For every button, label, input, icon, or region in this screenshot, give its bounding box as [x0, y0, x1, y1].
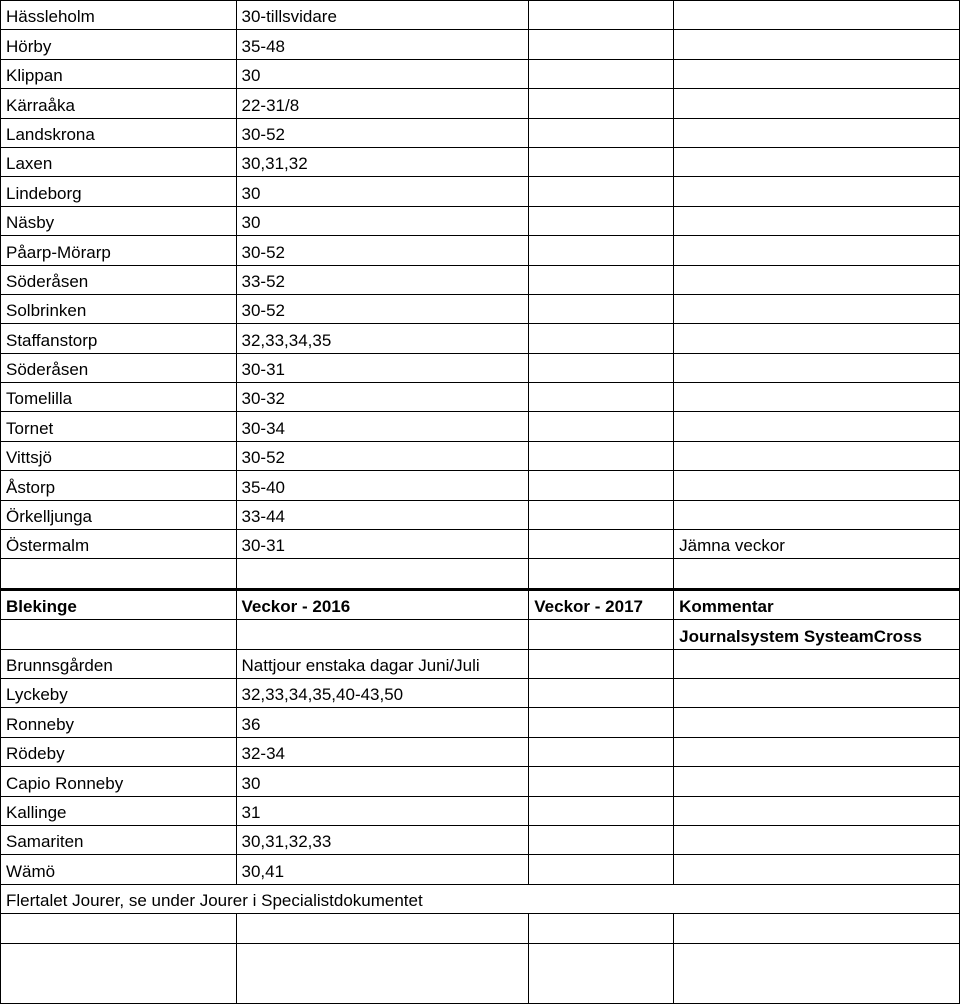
empty-row-bottom	[1, 943, 960, 1003]
cell-name[interactable]: Brunnsgården	[1, 649, 237, 678]
cell-weeks-2017[interactable]	[529, 708, 674, 737]
cell-comment[interactable]	[674, 796, 960, 825]
cell-weeks-2017[interactable]	[529, 412, 674, 441]
cell-comment[interactable]	[674, 89, 960, 118]
cell-weeks-2017[interactable]	[529, 353, 674, 382]
header-comment[interactable]: Kommentar	[674, 589, 960, 619]
cell-name[interactable]: Hässleholm	[1, 1, 237, 30]
cell-name[interactable]: Klippan	[1, 59, 237, 88]
table-row	[1, 59, 960, 88]
cell-weeks-2016[interactable]: 30-32	[236, 383, 529, 412]
note-row	[1, 884, 960, 913]
cell-weeks-2016[interactable]: 36	[236, 708, 529, 737]
cell-weeks-2016[interactable]: 30-34	[236, 412, 529, 441]
cell-weeks-2017[interactable]	[529, 30, 674, 59]
cell-weeks-2017[interactable]	[529, 678, 674, 707]
cell-weeks-2017[interactable]	[529, 236, 674, 265]
table-row	[1, 530, 960, 559]
table-row	[1, 147, 960, 176]
cell-name[interactable]: Lyckeby	[1, 678, 237, 707]
journal-system-cell[interactable]: Journalsystem SysteamCross	[674, 620, 960, 649]
cell-weeks-2017[interactable]	[529, 265, 674, 294]
cell-name[interactable]: Påarp-Mörarp	[1, 236, 237, 265]
cell-weeks-2016[interactable]: 30,31,32	[236, 147, 529, 176]
table-row	[1, 89, 960, 118]
note-cell[interactable]: Flertalet Jourer, se under Jourer i Specialistdokumentet	[1, 884, 960, 913]
section2-body	[1, 559, 960, 649]
table-row	[1, 265, 960, 294]
cell-name[interactable]: Samariten	[1, 825, 237, 854]
spacer-row	[1, 559, 960, 589]
cell-comment[interactable]: Jämna veckor	[674, 530, 960, 559]
cell-weeks-2017[interactable]	[529, 767, 674, 796]
table-row	[1, 855, 960, 884]
table-row	[1, 649, 960, 678]
cell-comment[interactable]	[674, 441, 960, 470]
cell-weeks-2016[interactable]: 22-31/8	[236, 89, 529, 118]
cell-weeks-2016[interactable]: 30	[236, 177, 529, 206]
cell-comment[interactable]	[674, 767, 960, 796]
cell-weeks-2016[interactable]: 30,31,32,33	[236, 825, 529, 854]
cell-comment[interactable]	[674, 236, 960, 265]
cell-weeks-2017[interactable]	[529, 59, 674, 88]
cell-weeks-2017[interactable]	[529, 530, 674, 559]
cell-weeks-2016[interactable]: 30-52	[236, 118, 529, 147]
cell-weeks-2017[interactable]	[529, 89, 674, 118]
cell-weeks-2017[interactable]	[529, 147, 674, 176]
table-row	[1, 324, 960, 353]
cell-weeks-2016[interactable]: 35-48	[236, 30, 529, 59]
table-row	[1, 500, 960, 529]
cell-weeks-2016[interactable]: 30-52	[236, 441, 529, 470]
cell-name[interactable]: Söderåsen	[1, 353, 237, 382]
cell-weeks-2016[interactable]: 32,33,34,35	[236, 324, 529, 353]
section1-body	[1, 1, 960, 559]
cell-name[interactable]: Tornet	[1, 412, 237, 441]
cell-comment[interactable]	[674, 471, 960, 500]
cell-comment[interactable]	[674, 118, 960, 147]
cell-weeks-2016[interactable]: Nattjour enstaka dagar Juni/Juli	[236, 649, 529, 678]
cell-comment[interactable]	[674, 708, 960, 737]
cell-weeks-2017[interactable]	[529, 177, 674, 206]
table-row	[1, 206, 960, 235]
cell-weeks-2016[interactable]: 30-tillsvidare	[236, 1, 529, 30]
cell-weeks-2016[interactable]: 30-52	[236, 236, 529, 265]
cell-name[interactable]: Lindeborg	[1, 177, 237, 206]
table-row	[1, 383, 960, 412]
cell-weeks-2016[interactable]: 32,33,34,35,40-43,50	[236, 678, 529, 707]
cell-name[interactable]: Tomelilla	[1, 383, 237, 412]
blekinge-header-row	[1, 589, 960, 619]
cell-comment[interactable]	[674, 206, 960, 235]
table-row	[1, 471, 960, 500]
cell-name[interactable]: Hörby	[1, 30, 237, 59]
cell-weeks-2017[interactable]	[529, 825, 674, 854]
cell-comment[interactable]	[674, 500, 960, 529]
cell-weeks-2017[interactable]	[529, 471, 674, 500]
cell-comment[interactable]	[674, 678, 960, 707]
cell-name[interactable]: Näsby	[1, 206, 237, 235]
table-row	[1, 708, 960, 737]
cell-weeks-2016[interactable]: 32-34	[236, 737, 529, 766]
cell-weeks-2017[interactable]	[529, 383, 674, 412]
cell-comment[interactable]	[674, 649, 960, 678]
cell-weeks-2016[interactable]: 30	[236, 206, 529, 235]
table-row	[1, 737, 960, 766]
cell-name[interactable]: Capio Ronneby	[1, 767, 237, 796]
cell-name[interactable]: Vittsjö	[1, 441, 237, 470]
cell-comment[interactable]	[674, 353, 960, 382]
cell-name[interactable]: Landskrona	[1, 118, 237, 147]
cell-name[interactable]: Åstorp	[1, 471, 237, 500]
cell-weeks-2017[interactable]	[529, 294, 674, 323]
cell-name[interactable]: Kallinge	[1, 796, 237, 825]
empty-row	[1, 914, 960, 943]
table-row	[1, 678, 960, 707]
cell-weeks-2017[interactable]	[529, 1, 674, 30]
cell-comment[interactable]	[674, 383, 960, 412]
cell-name[interactable]: Östermalm	[1, 530, 237, 559]
cell-comment[interactable]	[674, 1, 960, 30]
cell-weeks-2017[interactable]	[529, 118, 674, 147]
table-row	[1, 412, 960, 441]
table-row	[1, 30, 960, 59]
cell-name[interactable]: Solbrinken	[1, 294, 237, 323]
cell-weeks-2016[interactable]: 35-40	[236, 471, 529, 500]
cell-name[interactable]: Söderåsen	[1, 265, 237, 294]
cell-weeks-2016[interactable]: 33-44	[236, 500, 529, 529]
cell-comment[interactable]	[674, 294, 960, 323]
cell-weeks-2017[interactable]	[529, 796, 674, 825]
cell-weeks-2016[interactable]: 31	[236, 796, 529, 825]
cell-comment[interactable]	[674, 324, 960, 353]
table-row	[1, 294, 960, 323]
cell-weeks-2017[interactable]	[529, 855, 674, 884]
cell-weeks-2016[interactable]: 33-52	[236, 265, 529, 294]
table-row	[1, 118, 960, 147]
cell-weeks-2017[interactable]	[529, 737, 674, 766]
cell-weeks-2016[interactable]: 30-31	[236, 353, 529, 382]
cell-weeks-2016[interactable]: 30	[236, 767, 529, 796]
cell-comment[interactable]	[674, 59, 960, 88]
subheader-row	[1, 620, 960, 649]
cell-comment[interactable]	[674, 30, 960, 59]
cell-name[interactable]: Rödeby	[1, 737, 237, 766]
cell-weeks-2016[interactable]: 30,41	[236, 855, 529, 884]
cell-comment[interactable]	[674, 737, 960, 766]
table-row	[1, 767, 960, 796]
cell-comment[interactable]	[674, 177, 960, 206]
cell-comment[interactable]	[674, 412, 960, 441]
cell-weeks-2017[interactable]	[529, 206, 674, 235]
cell-weeks-2017[interactable]	[529, 324, 674, 353]
header-weeks-2017[interactable]: Veckor - 2017	[529, 589, 674, 619]
section2-footer	[1, 884, 960, 1003]
cell-name[interactable]: Staffanstorp	[1, 324, 237, 353]
table-row	[1, 796, 960, 825]
cell-name[interactable]: Kärraåka	[1, 89, 237, 118]
table-row	[1, 441, 960, 470]
cell-comment[interactable]	[674, 147, 960, 176]
table-row	[1, 825, 960, 854]
cell-weeks-2016[interactable]: 30	[236, 59, 529, 88]
cell-weeks-2017[interactable]	[529, 649, 674, 678]
section2-rows	[1, 649, 960, 884]
table-row	[1, 353, 960, 382]
cell-name[interactable]: Ronneby	[1, 708, 237, 737]
cell-name[interactable]: Wämö	[1, 855, 237, 884]
table-row	[1, 177, 960, 206]
cell-comment[interactable]	[674, 825, 960, 854]
cell-comment[interactable]	[674, 265, 960, 294]
table-row	[1, 236, 960, 265]
cell-name[interactable]: Laxen	[1, 147, 237, 176]
cell-comment[interactable]	[674, 855, 960, 884]
header-weeks-2016[interactable]: Veckor - 2016	[236, 589, 529, 619]
cell-weeks-2017[interactable]	[529, 500, 674, 529]
table-row	[1, 1, 960, 30]
cell-weeks-2017[interactable]	[529, 441, 674, 470]
header-region[interactable]: Blekinge	[1, 589, 237, 619]
cell-weeks-2016[interactable]: 30-31	[236, 530, 529, 559]
cell-name[interactable]: Örkelljunga	[1, 500, 237, 529]
cell-weeks-2016[interactable]: 30-52	[236, 294, 529, 323]
